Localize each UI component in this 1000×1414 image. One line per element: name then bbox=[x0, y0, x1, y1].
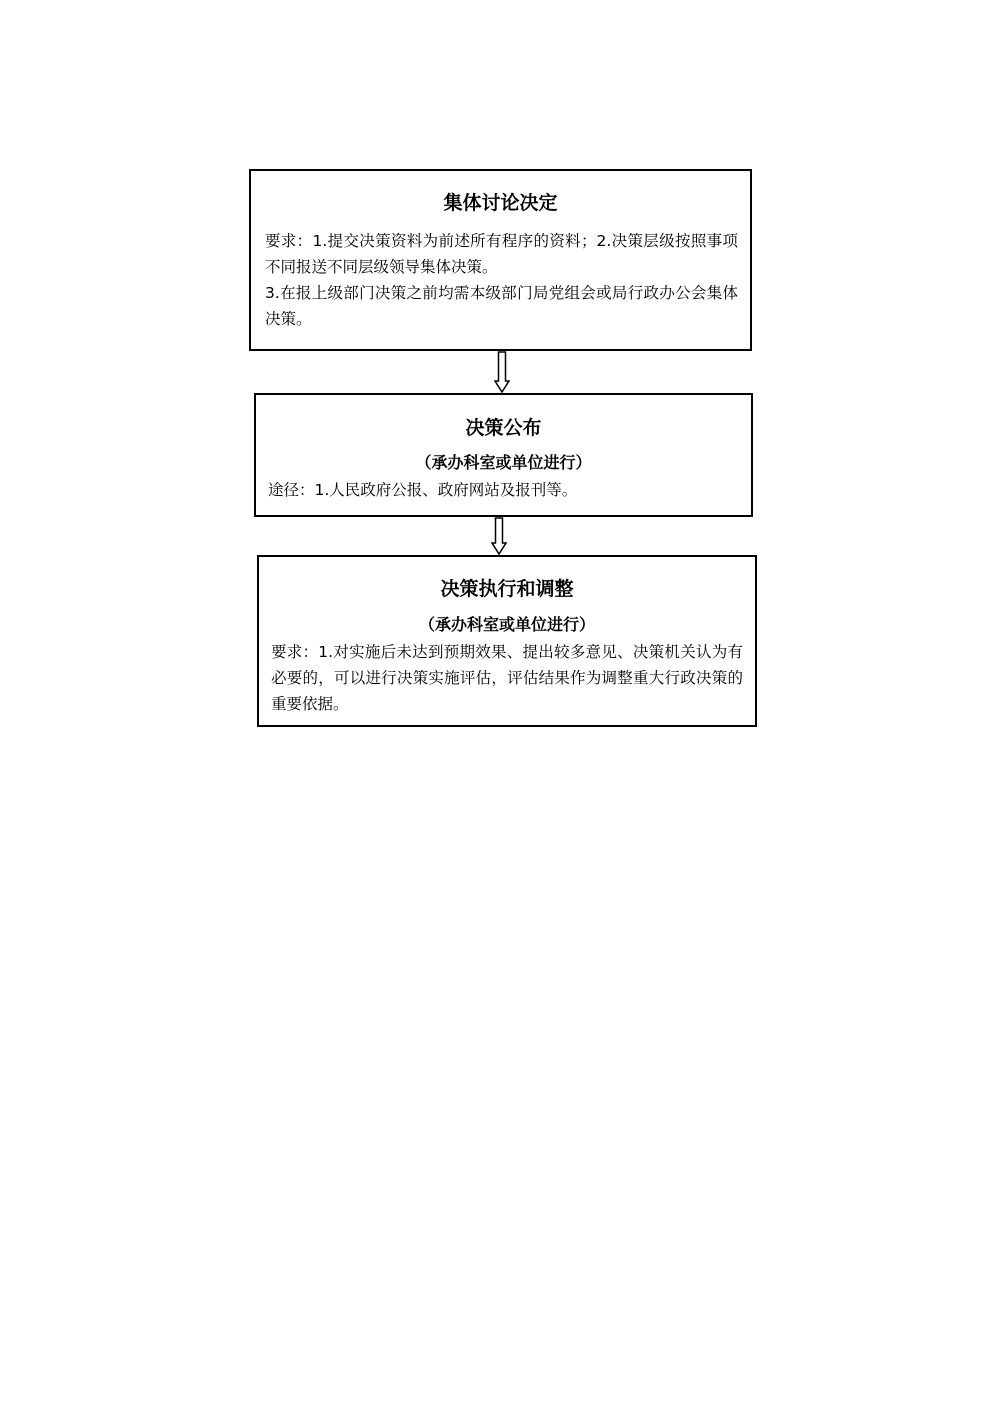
step-subtitle: （承办科室或单位进行） bbox=[418, 615, 595, 634]
down-arrow-icon bbox=[494, 351, 510, 393]
step-subtitle: （承办科室或单位进行） bbox=[415, 453, 592, 472]
step-box-decision-publication bbox=[254, 393, 753, 517]
down-arrow-icon bbox=[491, 517, 507, 555]
step-body bbox=[265, 228, 738, 332]
step-body-line: 要求：1.对实施后未达到预期效果、提出较多意见、决策机关认为有必要的，可以进行决策实施评估，评估结果作为调整重大行政决策的重要依据。 bbox=[271, 643, 743, 713]
step-box-collective-decision bbox=[249, 169, 752, 351]
step-title: 集体讨论决定 bbox=[443, 192, 558, 214]
step-title: 决策执行和调整 bbox=[440, 578, 574, 600]
step-box-decision-execution bbox=[257, 555, 757, 727]
step-body-line: 途径：1.人民政府公报、政府网站及报刊等。 bbox=[268, 481, 578, 499]
step-body-line: 要求：1.提交决策资料为前述所有程序的资料；2.决策层级按照事项不同报送不同层级领导集体决策。 bbox=[265, 232, 738, 276]
step-body bbox=[268, 477, 739, 503]
step-body bbox=[271, 639, 743, 717]
step-title: 决策公布 bbox=[465, 417, 542, 439]
step-body-line: 3.在报上级部门决策之前均需本级部门局党组会或局行政办公会集体决策。 bbox=[265, 284, 738, 328]
